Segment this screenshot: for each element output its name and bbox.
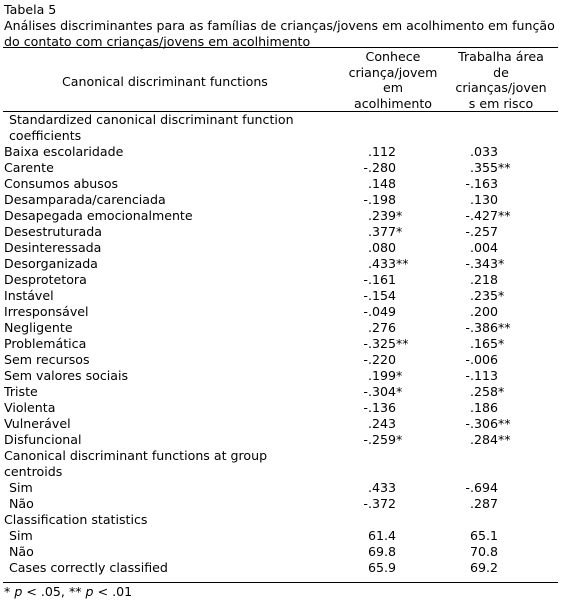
value-work-cell bbox=[446, 208, 518, 224]
value-known: .199 bbox=[367, 368, 396, 383]
section-heading-coefficients-label: Standardized canonical discriminant function bbox=[9, 112, 294, 127]
row-label: Triste bbox=[4, 384, 38, 399]
value-work-cell bbox=[446, 176, 518, 192]
value-known: -.280 bbox=[363, 160, 396, 175]
section-heading-centroids bbox=[0, 448, 562, 464]
row-label: Vulnerável bbox=[4, 416, 71, 431]
value-work-cell bbox=[446, 432, 518, 448]
value-work-cell bbox=[446, 256, 518, 272]
value-work-cell bbox=[446, 272, 518, 288]
value-known-cell bbox=[340, 160, 416, 176]
value-work: .235 bbox=[469, 288, 498, 303]
value-known: -.136 bbox=[363, 400, 396, 415]
table-row bbox=[0, 352, 562, 368]
value-known-cell bbox=[340, 352, 416, 368]
value-work: -.006 bbox=[465, 352, 498, 367]
row-label: Não bbox=[9, 496, 34, 511]
table-row bbox=[0, 528, 562, 544]
row-label: Consumos abusos bbox=[4, 176, 119, 191]
value-work: .284 bbox=[469, 432, 498, 447]
value-known-cell bbox=[340, 176, 416, 192]
value-work-cell bbox=[446, 160, 518, 176]
table-row bbox=[0, 256, 562, 272]
value-known-cell bbox=[340, 384, 416, 400]
table-number: Tabela 5 bbox=[4, 2, 57, 17]
value-work: .130 bbox=[469, 192, 498, 207]
value-known: 61.4 bbox=[367, 528, 396, 543]
section-heading-coefficients-cont-label: coefficients bbox=[9, 128, 82, 143]
value-known: -.325 bbox=[363, 336, 396, 351]
value-work: .200 bbox=[469, 304, 498, 319]
header-col-work-line: de bbox=[493, 64, 509, 80]
value-known-cell bbox=[340, 144, 416, 160]
value-known: .377 bbox=[367, 224, 396, 239]
row-label: Negligente bbox=[4, 320, 73, 335]
value-work: -.694 bbox=[465, 480, 498, 495]
value-known: -.304 bbox=[363, 384, 396, 399]
significance-mark: * bbox=[396, 368, 403, 383]
table-caption: Análises discriminantes para as famílias de crianças/jovens em acolhimento em função do contato com crianças/jovens em acolhimento bbox=[4, 18, 555, 49]
footnote-threshold: < .05, bbox=[26, 584, 65, 599]
header-col-work-line: crianças/joven bbox=[455, 80, 547, 95]
row-label: Disfuncional bbox=[4, 432, 82, 447]
value-known-cell bbox=[340, 368, 416, 384]
row-label: Carente bbox=[4, 160, 54, 175]
table-row bbox=[0, 400, 562, 416]
value-known-cell bbox=[340, 240, 416, 256]
section-heading-classification-label: Classification statistics bbox=[4, 512, 148, 527]
row-label: Instável bbox=[4, 288, 54, 303]
value-work: .033 bbox=[469, 144, 498, 159]
value-known-cell bbox=[340, 336, 416, 352]
table-row bbox=[0, 288, 562, 304]
table-row bbox=[0, 416, 562, 432]
table-row bbox=[0, 336, 562, 352]
value-work: -.386 bbox=[465, 320, 498, 335]
value-work: -.163 bbox=[465, 176, 498, 191]
row-label: Sem recursos bbox=[4, 352, 90, 367]
value-known: .239 bbox=[367, 208, 396, 223]
value-known: .433 bbox=[367, 480, 396, 495]
value-known: .080 bbox=[367, 240, 396, 255]
significance-mark: ** bbox=[498, 160, 511, 175]
value-work-cell bbox=[446, 400, 518, 416]
value-known-cell bbox=[340, 320, 416, 336]
header-col-work bbox=[446, 49, 556, 111]
value-work: 65.1 bbox=[469, 528, 498, 543]
section-heading-centroids-label: Canonical discriminant functions at group bbox=[4, 448, 268, 463]
table-row bbox=[0, 144, 562, 160]
table-row bbox=[0, 224, 562, 240]
value-known: .148 bbox=[367, 176, 396, 191]
value-known-cell bbox=[340, 528, 416, 544]
section-heading-centroids-cont bbox=[0, 464, 562, 480]
value-known-cell bbox=[340, 400, 416, 416]
significance-mark: ** bbox=[396, 256, 409, 271]
row-label: Desorganizada bbox=[4, 256, 98, 271]
row-label: Irresponsável bbox=[4, 304, 89, 319]
footnote-star: ** bbox=[68, 584, 82, 599]
significance-mark: ** bbox=[498, 320, 511, 335]
value-work: -.343 bbox=[465, 256, 498, 271]
value-work-cell bbox=[446, 288, 518, 304]
value-work-cell bbox=[446, 144, 518, 160]
value-work: .355 bbox=[469, 160, 498, 175]
value-work-cell bbox=[446, 192, 518, 208]
bottom-rule bbox=[3, 582, 558, 583]
header-row-label: Canonical discriminant functions bbox=[62, 74, 268, 89]
header-col-known bbox=[340, 49, 446, 111]
value-known: -.161 bbox=[363, 272, 396, 287]
significance-mark: * bbox=[396, 432, 403, 447]
value-known-cell bbox=[340, 544, 416, 560]
header-col-work-line: s em risco bbox=[468, 95, 534, 111]
value-work: .287 bbox=[469, 496, 498, 511]
value-known-cell bbox=[340, 208, 416, 224]
table-row bbox=[0, 368, 562, 384]
value-known: -.220 bbox=[363, 352, 396, 367]
table-row bbox=[0, 208, 562, 224]
table-row bbox=[0, 496, 562, 512]
table-row bbox=[0, 320, 562, 336]
value-known-cell bbox=[340, 416, 416, 432]
row-label: Cases correctly classified bbox=[9, 560, 168, 575]
row-label: Violenta bbox=[4, 400, 56, 415]
value-work-cell bbox=[446, 352, 518, 368]
value-known: -.259 bbox=[363, 432, 396, 447]
row-label: Sem valores sociais bbox=[4, 368, 129, 383]
value-known: .243 bbox=[367, 416, 396, 431]
significance-mark: * bbox=[396, 224, 403, 239]
value-work-cell bbox=[446, 480, 518, 496]
value-work-cell bbox=[446, 320, 518, 336]
footnote-star: * bbox=[4, 584, 11, 599]
value-work: 69.2 bbox=[469, 560, 498, 575]
significance-mark: ** bbox=[498, 416, 511, 431]
footnote-threshold: < .01 bbox=[97, 584, 133, 599]
top-rule bbox=[3, 47, 558, 48]
value-known: 69.8 bbox=[367, 544, 396, 559]
value-work: .186 bbox=[469, 400, 498, 415]
row-label: Desapegada emocionalmente bbox=[4, 208, 193, 223]
header-col-known-line: criança/jovem bbox=[348, 64, 438, 80]
value-known-cell bbox=[340, 256, 416, 272]
row-label: Baixa escolaridade bbox=[4, 144, 124, 159]
value-work-cell bbox=[446, 560, 518, 576]
section-heading-centroids-cont-label: centroids bbox=[4, 464, 63, 479]
table-row bbox=[0, 192, 562, 208]
significance-mark: * bbox=[498, 384, 505, 399]
value-work: .004 bbox=[469, 240, 498, 255]
significance-mark: ** bbox=[396, 336, 409, 351]
significance-mark: * bbox=[396, 208, 403, 223]
value-work-cell bbox=[446, 384, 518, 400]
value-work: .258 bbox=[469, 384, 498, 399]
value-known: -.198 bbox=[363, 192, 396, 207]
value-known-cell bbox=[340, 192, 416, 208]
value-known-cell bbox=[340, 288, 416, 304]
significance-mark: * bbox=[396, 384, 403, 399]
value-work: 70.8 bbox=[469, 544, 498, 559]
section-heading-coefficients bbox=[0, 112, 562, 128]
value-known-cell bbox=[340, 272, 416, 288]
row-label: Desestruturada bbox=[4, 224, 102, 239]
value-known-cell bbox=[340, 224, 416, 240]
value-work-cell bbox=[446, 368, 518, 384]
value-work-cell bbox=[446, 528, 518, 544]
table-row bbox=[0, 560, 562, 576]
row-label: Problemática bbox=[4, 336, 87, 351]
value-work-cell bbox=[446, 240, 518, 256]
header-col-known-line: acolhimento bbox=[354, 95, 432, 111]
value-work-cell bbox=[446, 304, 518, 320]
value-known-cell bbox=[340, 496, 416, 512]
row-label: Desprotetora bbox=[4, 272, 87, 287]
row-label: Desinteressada bbox=[4, 240, 102, 255]
table-row bbox=[0, 176, 562, 192]
value-work: -.113 bbox=[465, 368, 498, 383]
value-work-cell bbox=[446, 416, 518, 432]
row-label: Sim bbox=[9, 480, 33, 495]
section-heading-classification bbox=[0, 512, 562, 528]
row-label: Desamparada/carenciada bbox=[4, 192, 166, 207]
value-known: .112 bbox=[367, 144, 396, 159]
value-work: .218 bbox=[469, 272, 498, 287]
value-work: -.427 bbox=[465, 208, 498, 223]
table-row bbox=[0, 544, 562, 560]
value-known: .276 bbox=[367, 320, 396, 335]
row-label: Sim bbox=[9, 528, 33, 543]
value-known-cell bbox=[340, 432, 416, 448]
value-known: -.154 bbox=[363, 288, 396, 303]
value-work: .165 bbox=[469, 336, 498, 351]
table-body bbox=[0, 112, 562, 576]
header-col-known-line: em bbox=[382, 80, 404, 95]
value-known: -.049 bbox=[363, 304, 396, 319]
value-work-cell bbox=[446, 336, 518, 352]
value-work: -.306 bbox=[465, 416, 498, 431]
value-work: -.257 bbox=[465, 224, 498, 239]
value-known: -.372 bbox=[363, 496, 396, 511]
significance-mark: * bbox=[498, 288, 505, 303]
value-known: .433 bbox=[367, 256, 396, 271]
row-label: Não bbox=[9, 544, 34, 559]
table-row bbox=[0, 432, 562, 448]
value-work-cell bbox=[446, 224, 518, 240]
value-known-cell bbox=[340, 560, 416, 576]
value-work-cell bbox=[446, 544, 518, 560]
footnote bbox=[4, 584, 132, 599]
significance-mark: ** bbox=[498, 208, 511, 223]
value-known-cell bbox=[340, 304, 416, 320]
section-heading-coefficients-cont bbox=[0, 128, 562, 144]
table-row bbox=[0, 272, 562, 288]
header-col-work-line: Trabalha área bbox=[458, 49, 544, 64]
value-known-cell bbox=[340, 480, 416, 496]
significance-mark: * bbox=[498, 336, 505, 351]
table-row bbox=[0, 160, 562, 176]
table-row bbox=[0, 240, 562, 256]
table-row bbox=[0, 480, 562, 496]
footnote-p: p bbox=[85, 584, 94, 599]
value-work-cell bbox=[446, 496, 518, 512]
header-col-known-line: Conhece bbox=[365, 49, 421, 64]
value-known: 65.9 bbox=[367, 560, 396, 575]
footnote-p: p bbox=[14, 584, 23, 599]
table-row bbox=[0, 304, 562, 320]
table-row bbox=[0, 384, 562, 400]
significance-mark: ** bbox=[498, 432, 511, 447]
significance-mark: * bbox=[498, 256, 505, 271]
